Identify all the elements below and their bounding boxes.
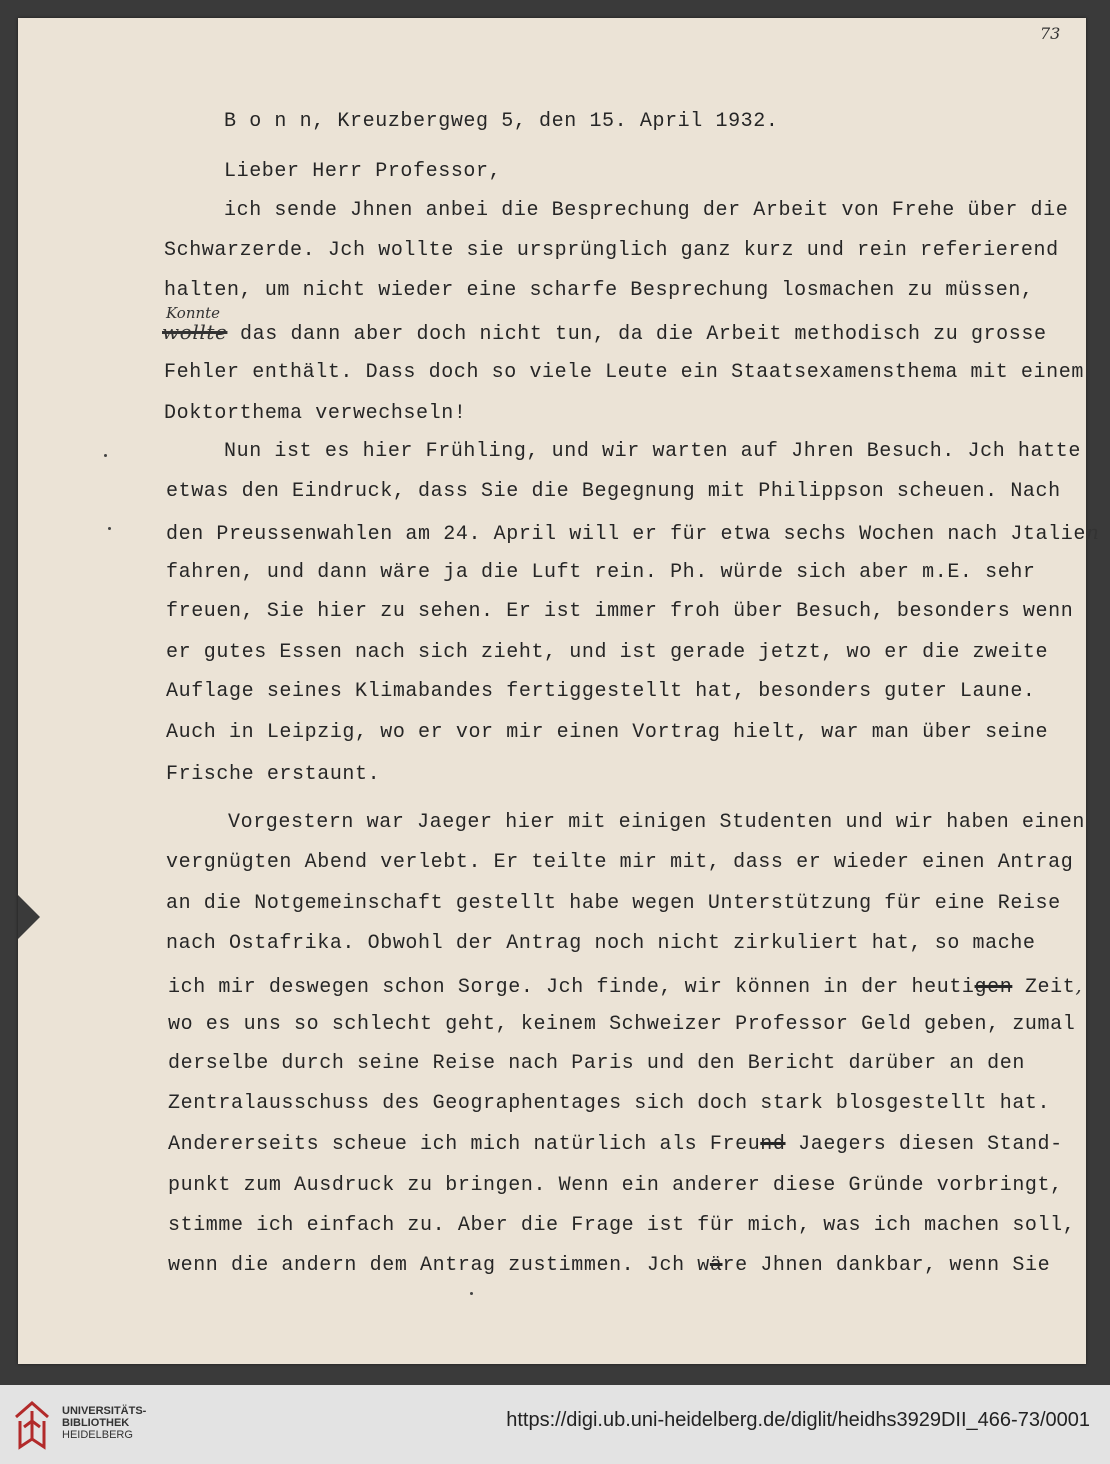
text-line: er gutes Essen nach sich zieht, und ist gerade jetzt, wo er die zweite bbox=[166, 641, 1049, 664]
permalink-url[interactable]: https://digi.ub.uni-heidelberg.de/diglit/heidhs3929DII_466-73/0001 bbox=[506, 1409, 1090, 1431]
library-name-line: UNIVERSITÄTS- bbox=[62, 1405, 147, 1417]
text-line: Auflage seines Klimabandes fertiggestellt hat, besonders guter Laune. bbox=[166, 680, 1036, 703]
salutation: Lieber Herr Professor, bbox=[224, 160, 502, 183]
text-fragment: Andererseits scheue ich mich natürlich als Freu bbox=[168, 1133, 761, 1156]
library-logo-icon bbox=[12, 1397, 54, 1453]
text-line: Vorgestern war Jaeger hier mit einigen Studenten und wir haben einen bbox=[228, 811, 1085, 834]
text-line: nach Ostafrika. Obwohl der Antrag noch nicht zirkuliert hat, so mache bbox=[166, 932, 1036, 955]
library-name bbox=[62, 1405, 146, 1441]
struck-word: wollte bbox=[162, 320, 228, 344]
text-fragment: re bbox=[722, 1254, 748, 1277]
text-line: Auch in Leipzig, wo er vor mir einen Vortrag hielt, war man über seine bbox=[166, 721, 1049, 744]
folio-number: 73 bbox=[1040, 24, 1061, 43]
text-line: Doktorthema verwechseln! bbox=[164, 402, 467, 425]
paper-notch bbox=[18, 895, 40, 939]
text-line: Nun ist es hier Frühling, und wir warten auf Jhren Besuch. Jch hatte bbox=[224, 440, 1081, 463]
text-line: ich sende Jhnen anbei die Besprechung der Arbeit von Frehe über die bbox=[224, 199, 1069, 222]
text-line: fahren, und dann wäre ja die Luft rein. Ph. würde sich aber m.E. sehr bbox=[166, 561, 1036, 584]
text-line: derselbe durch seine Reise nach Paris und den Bericht darüber an den bbox=[168, 1052, 1025, 1075]
text-fragment: Jaegers diesen Stand- bbox=[785, 1133, 1063, 1156]
text-fragment: das dann aber doch nicht tun, da die Arbeit methodisch zu grosse bbox=[240, 323, 1047, 346]
text-line: stimme ich einfach zu. Aber die Frage ist für mich, was ich machen soll, bbox=[168, 1214, 1076, 1237]
text-line: vergnügten Abend verlebt. Er teilte mir mit, dass er wieder einen Antrag bbox=[166, 851, 1074, 874]
text-line: Zentralausschuss des Geographentages sich doch stark blosgestellt hat. bbox=[168, 1092, 1051, 1115]
handwritten-letter: n bbox=[1085, 520, 1100, 544]
ink-dot bbox=[108, 527, 111, 530]
library-name-line: HEIDELBERG bbox=[62, 1429, 133, 1441]
text-fragment: ich mir deswegen schon Sorge. Jch finde, wir können in der heuti bbox=[168, 976, 975, 999]
text-line: punkt zum Ausdruck zu bringen. Wenn ein anderer diese Gründe vorbringt, bbox=[168, 1174, 1063, 1197]
text-fragment: Zeit bbox=[1012, 976, 1076, 999]
text-line: halten, um nicht wieder eine scharfe Besprechung losmachen zu müssen, bbox=[164, 279, 1034, 302]
text-line: Frische erstaunt. bbox=[166, 763, 381, 786]
text-line: an die Notgemeinschaft gestellt habe wegen Unterstützung für eine Reise bbox=[166, 892, 1061, 915]
text-line: etwas den Eindruck, dass Sie die Begegnung mit Philippson scheuen. Nach bbox=[166, 480, 1061, 503]
struck-letters: ä bbox=[709, 1254, 723, 1277]
library-name-line: BIBLIOTHEK bbox=[62, 1417, 130, 1429]
text-line: Schwarzerde. Jch wollte sie ursprünglich ganz kurz und rein referierend bbox=[164, 239, 1059, 262]
text-line bbox=[162, 320, 1047, 346]
text-line bbox=[168, 973, 1082, 999]
handwritten-correction: Konnte bbox=[166, 304, 221, 322]
text-line bbox=[168, 1133, 1063, 1156]
text-line bbox=[166, 520, 1099, 546]
ink-dot bbox=[470, 1292, 473, 1295]
text-fragment: den Preussenwahlen am 24. April will er für etwa sechs Wochen nach Jtalie bbox=[166, 523, 1086, 546]
text-line: wo es uns so schlecht geht, keinem Schweizer Professor Geld geben, zumal bbox=[168, 1013, 1076, 1036]
handwritten-comma: , bbox=[1075, 973, 1083, 997]
struck-letters: nd bbox=[760, 1133, 786, 1156]
struck-letters: gen bbox=[974, 976, 1013, 999]
text-fragment: Jhnen dankbar, wenn Sie bbox=[747, 1254, 1051, 1277]
ink-dot bbox=[104, 454, 107, 457]
library-footer bbox=[0, 1385, 1110, 1464]
text-fragment: wenn die andern dem Antrag zustimmen. Jch w bbox=[168, 1254, 710, 1277]
date-line: B o n n, Kreuzbergweg 5, den 15. April 1932. bbox=[224, 110, 779, 133]
text-line: freuen, Sie hier zu sehen. Er ist immer froh über Besuch, besonders wenn bbox=[166, 600, 1074, 623]
text-line bbox=[168, 1254, 1050, 1277]
text-line: Fehler enthält. Dass doch so viele Leute ein Staatsexamensthema mit einem bbox=[164, 361, 1084, 384]
